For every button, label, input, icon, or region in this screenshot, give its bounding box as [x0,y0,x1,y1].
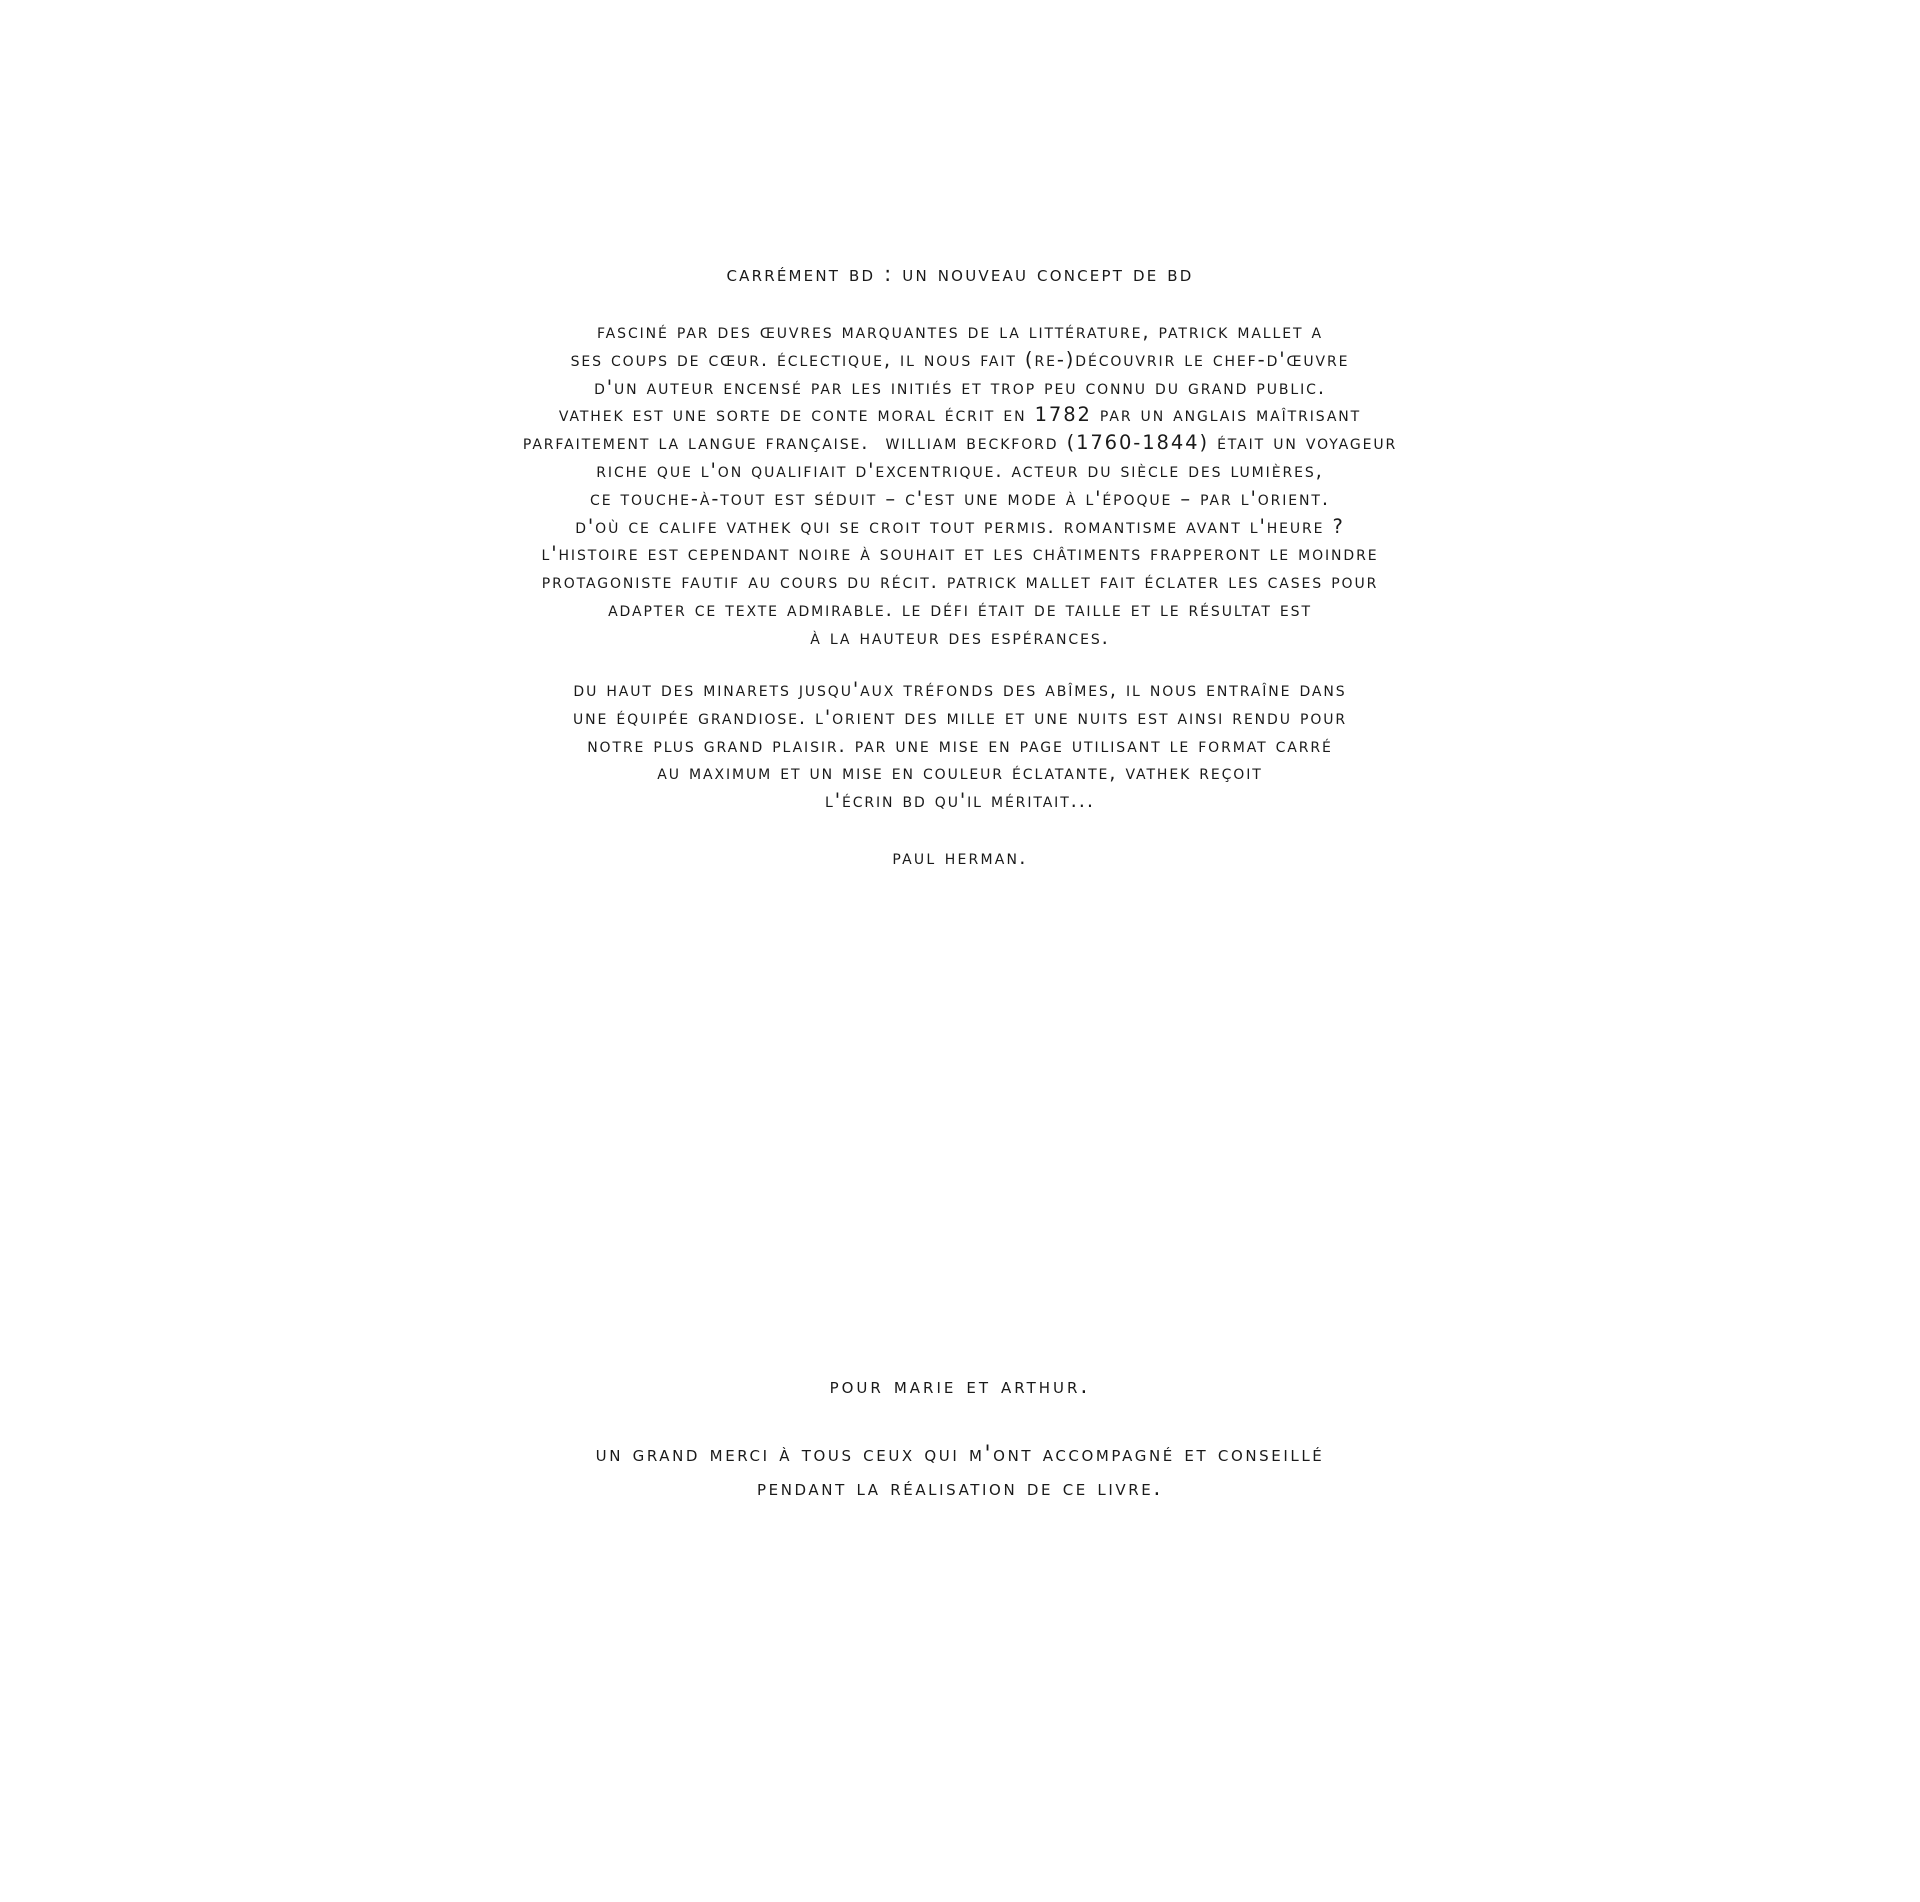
text-line: parfaitement la langue française. william beckford (1760-1844) était un voyageur [522,431,1398,455]
preface-title [0,260,1920,288]
text-line: un grand merci à tous ceux qui m'ont accompagné et conseillé [595,1442,1325,1467]
text-line: d'un auteur encensé par les initiés et trop peu connu du grand public. [594,375,1326,399]
text-line: d'où ce calife vathek qui se croit tout permis. romantisme avant l'heure ? [575,514,1345,538]
text-line: vathek est une sorte de conte moral écrit en 1782 par un anglais maîtrisant [558,403,1362,427]
text-line: l'écrin bd qu'il méritait... [825,789,1095,813]
text-line: une équipée grandiose. l'orient des mille et une nuits est ainsi rendu pour [572,705,1348,729]
text-line: protagoniste fautif au cours du récit. patrick mallet fait éclater les cases pour [541,570,1379,594]
text-line: l'histoire est cependant noire à souhait et les châtiments frapperont le moindre [541,542,1379,566]
text-line: adapter ce texte admirable. le défi était de taille et le résultat est [608,597,1312,621]
text-line: ce touche-à-tout est séduit – c'est une mode à l'époque – par l'orient. [590,486,1330,510]
text-line: ses coups de cœur. éclectique, il nous fait (re-)découvrir le chef-d'œuvre [570,347,1350,371]
dedication [0,1372,1920,1402]
text-line: au maximum et un mise en couleur éclatante, vathek reçoit [657,761,1263,785]
text-line: notre plus grand plaisir. par une mise en page utilisant le format carré [587,733,1333,757]
text-line: fasciné par des œuvres marquantes de la littérature, patrick mallet a [597,320,1323,343]
preface-signature [0,844,1920,872]
text-line: pendant la réalisation de ce livre. [757,1476,1163,1501]
text-line: à la hauteur des espérances. [810,625,1110,649]
preface-paragraph-1 [0,318,1920,652]
signature-text: paul herman. [892,846,1028,869]
dedication-text: pour marie et arthur. [829,1374,1091,1399]
text-line: riche que l'on qualifiait d'excentrique. acteur du siècle des lumières, [596,458,1324,482]
preface-paragraph-2 [0,676,1920,815]
preface-title-text: carrément bd : un nouveau concept de bd [726,262,1194,286]
acknowledgements [0,1438,1920,1506]
text-line: du haut des minarets jusqu'aux tréfonds des abîmes, il nous entraîne dans [573,678,1347,701]
